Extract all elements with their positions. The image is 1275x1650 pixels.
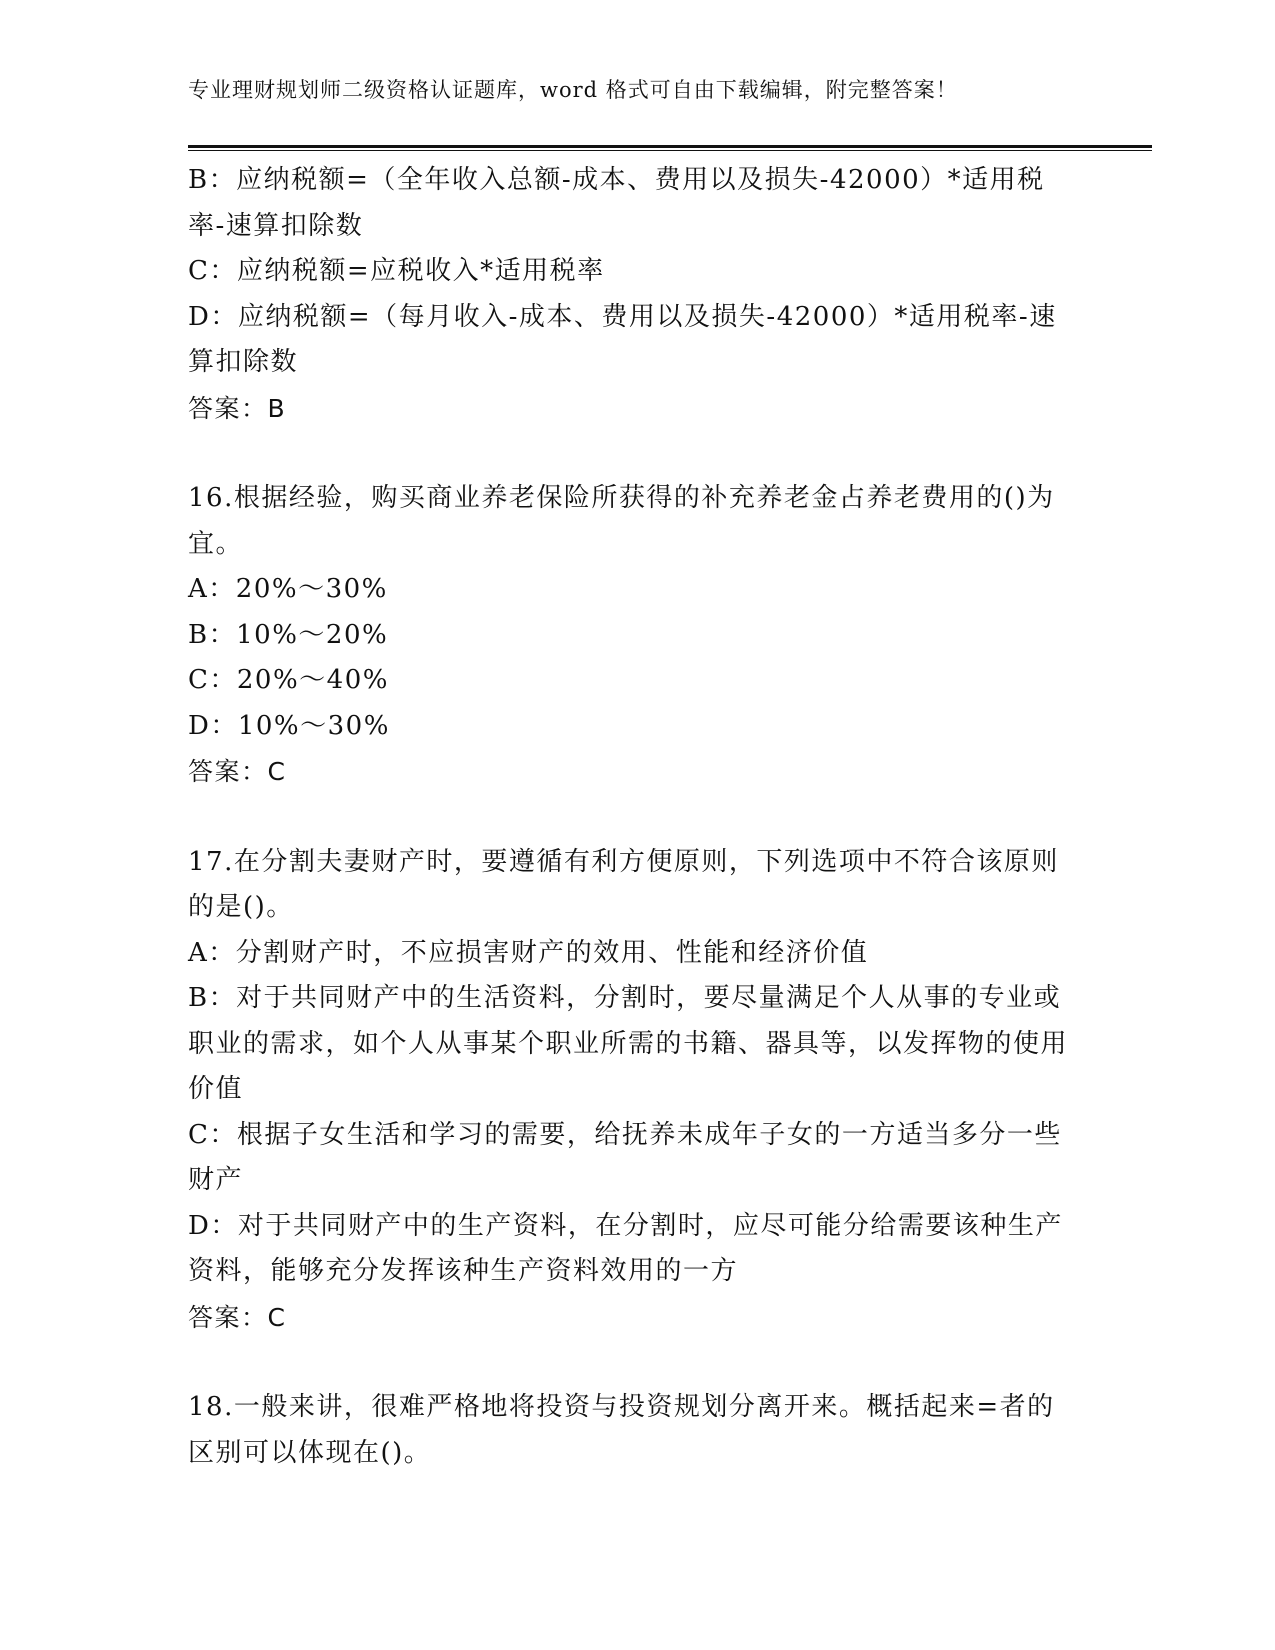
option-d: D：对于共同财产中的生产资料，在分割时，应尽可能分给需要该种生产资料，能够充分发挥该种生产资料效用的一方 — [188, 1210, 1063, 1286]
question-content — [188, 158, 1068, 1476]
option-a: A：20%～30% — [188, 574, 388, 604]
option-c: C：根据子女生活和学习的需要，给抚养未成年子女的一方适当多分一些财产 — [188, 1119, 1062, 1195]
header-rule-thin — [188, 150, 1152, 151]
answer: 答案：B — [188, 393, 287, 423]
question-stem: 17.在分割夫妻财产时，要遵循有利方便原则，下列选项中不符合该原则的是()。 — [188, 846, 1059, 922]
option-d: D：应纳税额=（每月收入-成本、费用以及损失-42000）*适用税率-速算扣除数 — [188, 301, 1057, 377]
option-a: A：分割财产时，不应损害财产的效用、性能和经济价值 — [188, 937, 869, 968]
option-d: D：10%～30% — [188, 710, 390, 741]
question-18 — [188, 1385, 1068, 1476]
answer: 答案：C — [188, 1302, 287, 1332]
question-15 — [188, 158, 1068, 431]
question-stem: 18.一般来讲，很难严格地将投资与投资规划分离开来。概括起来=者的区别可以体现在()。 — [188, 1392, 1055, 1468]
header-rule — [188, 145, 1152, 148]
question-stem: 16.根据经验，购买商业养老保险所获得的补充养老金占养老费用的()为宜。 — [188, 483, 1055, 559]
option-b: B：10%～20% — [188, 619, 389, 650]
option-c: C：20%～40% — [188, 665, 389, 695]
page-header: 专业理财规划师二级资格认证题库，word 格式可自由下载编辑，附完整答案！ — [188, 78, 958, 102]
option-b: B：对于共同财产中的生活资料，分割时，要尽量满足个人从事的专业或职业的需求，如个人从事某个职业所需的书籍、器具等，以发挥物的使用价值 — [188, 983, 1069, 1104]
question-16 — [188, 476, 1068, 795]
answer: 答案：C — [188, 757, 287, 786]
option-b: B：应纳税额=（全年收入总额-成本、费用以及损失-42000）*适用税率-速算扣除数 — [188, 165, 1045, 241]
option-c: C：应纳税额=应税收入*适用税率 — [188, 256, 605, 286]
question-17 — [188, 840, 1068, 1341]
